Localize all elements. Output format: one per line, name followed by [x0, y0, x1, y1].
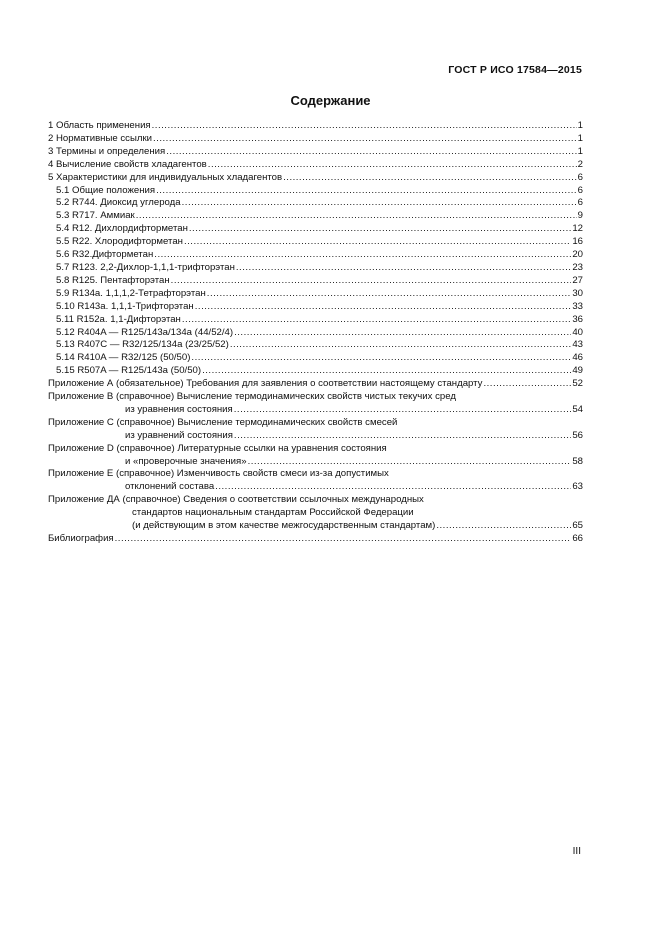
toc-page: 43 [572, 339, 583, 351]
toc-label: 5.8 R125. Пентафторэтан [56, 274, 170, 286]
toc-label: 5.3 R717. Аммиак [56, 210, 135, 222]
toc-leader [115, 533, 572, 546]
toc-page: 56 [572, 429, 583, 441]
toc-entry[interactable] [48, 327, 583, 340]
toc-entry[interactable] [48, 172, 583, 185]
toc-entry[interactable] [48, 236, 583, 249]
toc-page: 6 [577, 197, 583, 209]
toc-label: 5.2 R744. Диоксид углерода [56, 197, 181, 209]
toc-entry[interactable] [48, 210, 583, 223]
toc-page: 16 [572, 236, 583, 248]
toc-entry[interactable] [48, 288, 583, 301]
toc-leader [248, 456, 572, 469]
toc-leader [207, 288, 572, 301]
toc-page: 66 [572, 533, 583, 544]
toc-page: 65 [572, 520, 583, 532]
toc-page: 33 [572, 300, 583, 312]
toc-leader [202, 365, 571, 378]
toc-page: 2 [577, 158, 583, 170]
toc-entry[interactable] [48, 301, 583, 314]
toc-label: отклонений состава [125, 481, 215, 493]
toc-entry[interactable] [48, 417, 583, 430]
toc-entry[interactable] [48, 494, 583, 507]
toc-label: 3 Термины и определения [48, 145, 166, 157]
toc-label: 5.11 R152a. 1,1-Дифторэтан [56, 313, 181, 325]
toc-entry[interactable] [48, 430, 583, 443]
toc-page: 1 [577, 145, 583, 157]
toc-label: Библиография [48, 533, 114, 544]
toc-leader [182, 197, 577, 210]
toc-label: Приложение С (справочное) Вычисление термодинамических свойств смесей [48, 416, 398, 428]
toc-entry[interactable] [48, 533, 583, 546]
toc-leader [154, 249, 571, 262]
toc-label: и «проверочные значения» [125, 455, 247, 467]
toc-label: стандартов национальным стандартам Российской Федерации [132, 507, 414, 519]
toc-entry[interactable] [48, 314, 583, 327]
toc-label: из уравнений состояния [125, 429, 233, 441]
page-number: III [572, 846, 581, 857]
toc-leader [152, 120, 577, 133]
toc-entry[interactable] [48, 275, 583, 288]
toc-label: Приложение ДА (справочное) Сведения о соответствии ссылочных международных [48, 494, 424, 506]
toc-entry[interactable] [48, 262, 583, 275]
toc-leader [215, 481, 571, 494]
toc-entry[interactable] [48, 404, 583, 417]
toc-leader [234, 327, 571, 340]
toc-page: 9 [577, 210, 583, 222]
toc-label: Приложение А (обязательное) Требования для заявления о соответствии настоящему стандарту [48, 378, 483, 390]
toc-entry[interactable] [48, 468, 583, 481]
toc-label: 4 Вычисление свойств хладагентов [48, 158, 207, 170]
toc-leader [136, 210, 577, 223]
toc-leader [182, 314, 571, 327]
toc-label: 5.9 R134a. 1,1,1,2-Тетрафторэтан [56, 287, 206, 299]
toc-page: 49 [572, 365, 583, 377]
toc-page: 12 [572, 223, 583, 235]
toc-page: 27 [572, 274, 583, 286]
toc-label: 1 Область применения [48, 120, 151, 131]
toc-entry[interactable] [48, 339, 583, 352]
toc-entry[interactable] [48, 133, 583, 146]
toc-page: 36 [572, 313, 583, 325]
toc-leader [236, 262, 571, 275]
toc-label: Приложение В (справочное) Вычисление термодинамических свойств чистых текучих сред [48, 391, 456, 403]
toc-leader [234, 430, 571, 443]
page-title: Содержание [290, 93, 371, 108]
toc-leader [230, 339, 572, 352]
toc-leader [191, 352, 571, 365]
toc-entry[interactable] [48, 520, 583, 533]
toc-entry[interactable] [48, 443, 583, 456]
toc-label: 5.5 R22. Хлородифторметан [56, 236, 183, 248]
toc-leader [189, 223, 571, 236]
toc-page: 63 [572, 481, 583, 493]
toc-leader [234, 404, 572, 417]
toc-leader [153, 133, 577, 146]
toc-page: 20 [572, 249, 583, 261]
toc-label: из уравнения состояния [125, 403, 233, 415]
toc-entry[interactable] [48, 249, 583, 262]
toc-label: 5.7 R123. 2,2-Дихлор-1,1,1-трифторэтан [56, 261, 235, 273]
toc-entry[interactable] [48, 378, 583, 391]
toc-entry[interactable] [48, 185, 583, 198]
toc-label: 5 Характеристики для индивидуальных хладагентов [48, 171, 283, 183]
toc-label: (и действующим в этом качестве межгосударственным стандартам) [132, 520, 436, 532]
toc-leader [171, 275, 572, 288]
toc-page: 30 [572, 287, 583, 299]
toc-leader [166, 146, 576, 159]
toc-label: 5.13 R407C — R32/125/134a (23/25/52) [56, 339, 229, 351]
toc-page: 46 [572, 352, 583, 364]
toc-entry[interactable] [48, 146, 583, 159]
toc-entry[interactable] [48, 223, 583, 236]
toc-label: 5.15 R507A — R125/143a (50/50) [56, 365, 202, 377]
toc-page: 40 [572, 326, 583, 338]
toc-leader [283, 172, 577, 185]
toc-page: 6 [577, 184, 583, 196]
toc-entry[interactable] [48, 391, 583, 404]
toc-page: 54 [572, 403, 583, 415]
toc-leader [184, 236, 571, 249]
toc-leader [436, 520, 571, 533]
toc-leader [208, 159, 577, 172]
toc-label: 5.6 R32.Дифторметан [56, 249, 154, 261]
toc-page: 58 [572, 455, 583, 467]
toc-entry[interactable] [48, 456, 583, 469]
toc-label: 5.14 R410A — R32/125 (50/50) [56, 352, 191, 364]
toc-page: 1 [577, 120, 583, 131]
toc-leader [483, 378, 571, 391]
toc-leader [195, 301, 572, 314]
toc-label: 5.4 R12. Дихлордифторметан [56, 223, 188, 235]
toc-leader [156, 185, 577, 198]
toc-entry[interactable] [48, 159, 583, 172]
toc-label: Приложение Е (справочное) Изменчивость свойств смеси из-за допустимых [48, 468, 389, 480]
toc-page: 6 [577, 171, 583, 183]
toc-page: 1 [577, 132, 583, 144]
toc-label: 2 Нормативные ссылки [48, 132, 153, 144]
toc-label: Приложение D (справочное) Литературные ссылки на уравнения состояния [48, 442, 387, 454]
toc-label: 5.10 R143a. 1,1,1-Трифторэтан [56, 300, 194, 312]
toc-label: 5.12 R404A — R125/143a/134a (44/52/4) [56, 326, 234, 338]
toc-page: 52 [572, 378, 583, 390]
toc-page: 23 [572, 261, 583, 273]
document-id: ГОСТ Р ИСО 17584—2015 [448, 64, 582, 76]
toc-label: 5.1 Общие положения [56, 184, 156, 196]
toc-entry[interactable] [48, 120, 583, 133]
toc-entry[interactable] [48, 197, 583, 210]
toc-entry[interactable] [48, 352, 583, 365]
table-of-contents [48, 120, 583, 546]
toc-entry[interactable] [48, 365, 583, 378]
toc-entry[interactable] [48, 481, 583, 494]
toc-entry[interactable] [48, 507, 583, 520]
